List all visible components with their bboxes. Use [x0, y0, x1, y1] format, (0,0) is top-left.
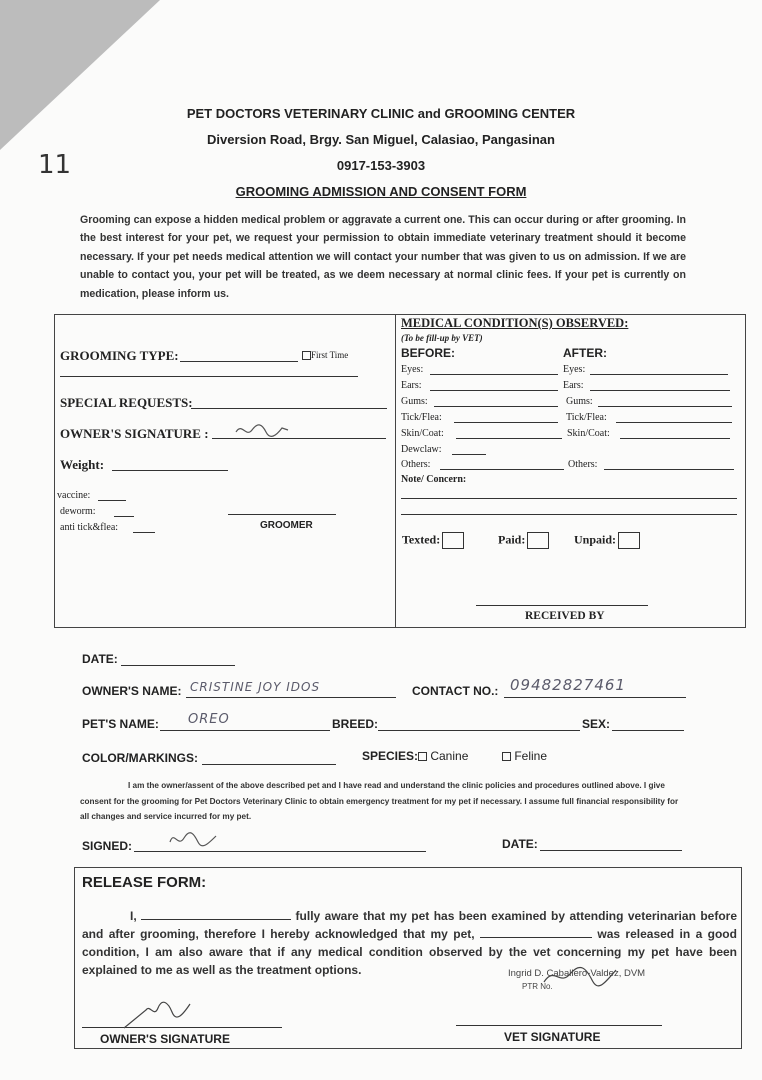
- after-skincoat-label: Skin/Coat:: [567, 428, 610, 439]
- vaccine-field[interactable]: [98, 500, 126, 501]
- consent-paragraph: [80, 778, 688, 825]
- consent-text: I am the owner/assent of the above described pet and I have read and understand the clinic policies and procedures outlined above. I give consent for the grooming for Pet Doctors Veterinary Clinic to obtain emergency treatment for my pet if necessary. I assume full financial responsibility for all changes and service incurred for my pet.: [80, 781, 679, 821]
- before-dewclaw-label: Dewclaw:: [401, 444, 442, 455]
- after-others-label: Others:: [568, 459, 598, 470]
- special-requests-label: SPECIAL REQUESTS:: [60, 395, 193, 410]
- grooming-type-label: GROOMING TYPE:: [60, 348, 179, 363]
- texted-label: Texted:: [402, 532, 441, 547]
- before-heading: BEFORE:: [401, 346, 455, 360]
- feline-checkbox[interactable]: [502, 752, 511, 761]
- before-others-label: Others:: [401, 459, 431, 470]
- clinic-name: PET DOCTORS VETERINARY CLINIC and GROOMING CENTER: [186, 106, 576, 121]
- pet-name-value: OREO: [188, 712, 230, 727]
- received-by-line[interactable]: [476, 605, 648, 606]
- before-eyes-field[interactable]: [430, 374, 558, 375]
- after-eyes-field[interactable]: [590, 374, 728, 375]
- unpaid-option[interactable]: [574, 532, 640, 549]
- contact-label: CONTACT NO.:: [412, 684, 499, 698]
- margin-mark: 11: [38, 150, 72, 180]
- before-tickflea-field[interactable]: [454, 422, 558, 423]
- before-skincoat-label: Skin/Coat:: [401, 428, 444, 439]
- vet-signature-scribble: [540, 962, 620, 992]
- vet-signature-line[interactable]: [456, 1025, 662, 1026]
- sex-field[interactable]: [612, 730, 684, 731]
- before-others-field[interactable]: [440, 469, 564, 470]
- after-gums-field[interactable]: [598, 406, 732, 407]
- grooming-type-extra-line[interactable]: [60, 376, 358, 377]
- release-owner-signature-label: OWNER'S SIGNATURE: [100, 1032, 230, 1046]
- breed-label: BREED:: [332, 717, 379, 731]
- special-requests-field[interactable]: [191, 408, 387, 409]
- signed-label: SIGNED:: [82, 839, 133, 853]
- before-tickflea-label: Tick/Flea:: [401, 412, 442, 423]
- box-divider: [395, 314, 396, 627]
- release-text-c: was released in a good condition, I am also aware that if any medical condition observed by the vet concerning my pet have been explained to me as well as the treatment options.: [82, 927, 737, 977]
- paid-option[interactable]: [498, 532, 549, 549]
- canine-checkbox[interactable]: [418, 752, 427, 761]
- signed-scribble: [166, 828, 222, 852]
- breed-field[interactable]: [378, 730, 580, 731]
- first-time-checkbox[interactable]: [302, 351, 311, 360]
- after-eyes-label: Eyes:: [563, 364, 586, 375]
- contact-field[interactable]: [504, 697, 686, 698]
- owner-signature-label: OWNER'S SIGNATURE :: [60, 426, 209, 441]
- color-markings-label: COLOR/MARKINGS:: [82, 751, 198, 765]
- feline-label: Feline: [514, 749, 548, 763]
- deworm-field[interactable]: [114, 516, 134, 517]
- paid-checkbox[interactable]: [527, 532, 549, 549]
- note-line-2[interactable]: [401, 514, 737, 515]
- owner-signature-scribble: [232, 420, 292, 442]
- after-tickflea-field[interactable]: [616, 422, 732, 423]
- before-ears-label: Ears:: [401, 380, 422, 391]
- species-label: SPECIES:: [362, 749, 419, 763]
- clinic-address: Diversion Road, Brgy. San Miguel, Calasiao, Pangasinan: [207, 132, 555, 147]
- after-ears-label: Ears:: [563, 380, 584, 391]
- date-label: DATE:: [82, 652, 118, 666]
- after-gums-label: Gums:: [566, 396, 593, 407]
- texted-option[interactable]: [402, 532, 464, 549]
- note-concern-label: Note/ Concern:: [401, 474, 467, 485]
- pet-name-label: PET'S NAME:: [82, 717, 159, 731]
- after-heading: AFTER:: [563, 346, 607, 360]
- release-text-b: fully aware that my pet has been examined by attending veterinarian before and after grooming, therefore I hereby acknowledged that my pet,: [82, 909, 737, 941]
- owner-name-value: CRISTINE JOY IDOS: [190, 680, 321, 694]
- unpaid-label: Unpaid:: [574, 532, 617, 547]
- feline-option[interactable]: [502, 749, 547, 763]
- date2-label: DATE:: [502, 837, 538, 851]
- before-ears-field[interactable]: [430, 390, 558, 391]
- grooming-type-field[interactable]: [180, 361, 298, 362]
- texted-checkbox[interactable]: [442, 532, 464, 549]
- groomer-signature-line[interactable]: [228, 514, 336, 515]
- release-owner-blank[interactable]: [141, 908, 291, 920]
- deworm-label: deworm:: [60, 506, 96, 517]
- release-owner-scribble: [120, 998, 200, 1032]
- after-ears-field[interactable]: [590, 390, 730, 391]
- canine-label: Canine: [430, 749, 469, 763]
- weight-label: Weight:: [60, 457, 105, 472]
- release-text-a: I,: [130, 909, 137, 923]
- form-title: GROOMING ADMISSION AND CONSENT FORM: [235, 184, 527, 199]
- clinic-phone: 0917-153-3903: [336, 158, 426, 173]
- before-skincoat-field[interactable]: [456, 438, 562, 439]
- intro-paragraph: Grooming can expose a hidden medical problem or aggravate a current one. This can occur during or after grooming. In the best interest for your pet, we request your permission to obtain immediate veterinary treatment should it become necessary. If your pet needs medical attention we will contact your number that was given to us on admission. If we are unable to contact you, your pet will be treated, as we deem necessary at normal clinic fees. If your pet is currently on medication, please inform us.: [80, 214, 686, 300]
- contact-value: 09482827461: [510, 676, 626, 694]
- owner-name-field[interactable]: [186, 697, 396, 698]
- before-gums-label: Gums:: [401, 396, 428, 407]
- before-gums-field[interactable]: [434, 406, 558, 407]
- sex-label: SEX:: [582, 717, 611, 731]
- paid-label: Paid:: [498, 532, 526, 547]
- vet-stamp-ptr: PTR No.: [522, 982, 553, 991]
- date-field[interactable]: [121, 665, 235, 666]
- release-pet-blank[interactable]: [480, 926, 592, 938]
- anti-tick-label: anti tick&flea:: [60, 522, 119, 533]
- first-time-label: First Time: [311, 350, 349, 360]
- page-corner-fold: [0, 0, 160, 150]
- color-markings-field[interactable]: [202, 764, 336, 765]
- before-eyes-label: Eyes:: [401, 364, 424, 375]
- medical-condition-title: MEDICAL CONDITION(S) OBSERVED:: [401, 316, 629, 330]
- after-skincoat-field[interactable]: [620, 438, 730, 439]
- after-others-field[interactable]: [604, 469, 734, 470]
- received-by-label: RECEIVED BY: [525, 610, 605, 622]
- owner-name-label: OWNER'S NAME:: [82, 684, 182, 698]
- before-dewclaw-field[interactable]: [452, 454, 486, 455]
- canine-option[interactable]: [418, 749, 468, 763]
- release-form-title: RELEASE FORM:: [82, 874, 207, 891]
- medical-condition-subtitle: (To be fill-up by VET): [401, 333, 483, 343]
- after-tickflea-label: Tick/Flea:: [566, 412, 607, 423]
- vet-stamp-name: Ingrid D. Caballero-Valdez, DVM: [508, 968, 646, 979]
- vet-signature-label: VET SIGNATURE: [504, 1030, 601, 1044]
- first-time-option[interactable]: [302, 350, 348, 360]
- groomer-label: GROOMER: [260, 520, 313, 531]
- date2-field[interactable]: [540, 850, 682, 851]
- pet-name-field[interactable]: [160, 730, 330, 731]
- unpaid-checkbox[interactable]: [618, 532, 640, 549]
- vaccine-label: vaccine:: [57, 490, 91, 501]
- weight-field[interactable]: [112, 470, 228, 471]
- note-line-1[interactable]: [401, 498, 737, 499]
- anti-tick-field[interactable]: [133, 532, 155, 533]
